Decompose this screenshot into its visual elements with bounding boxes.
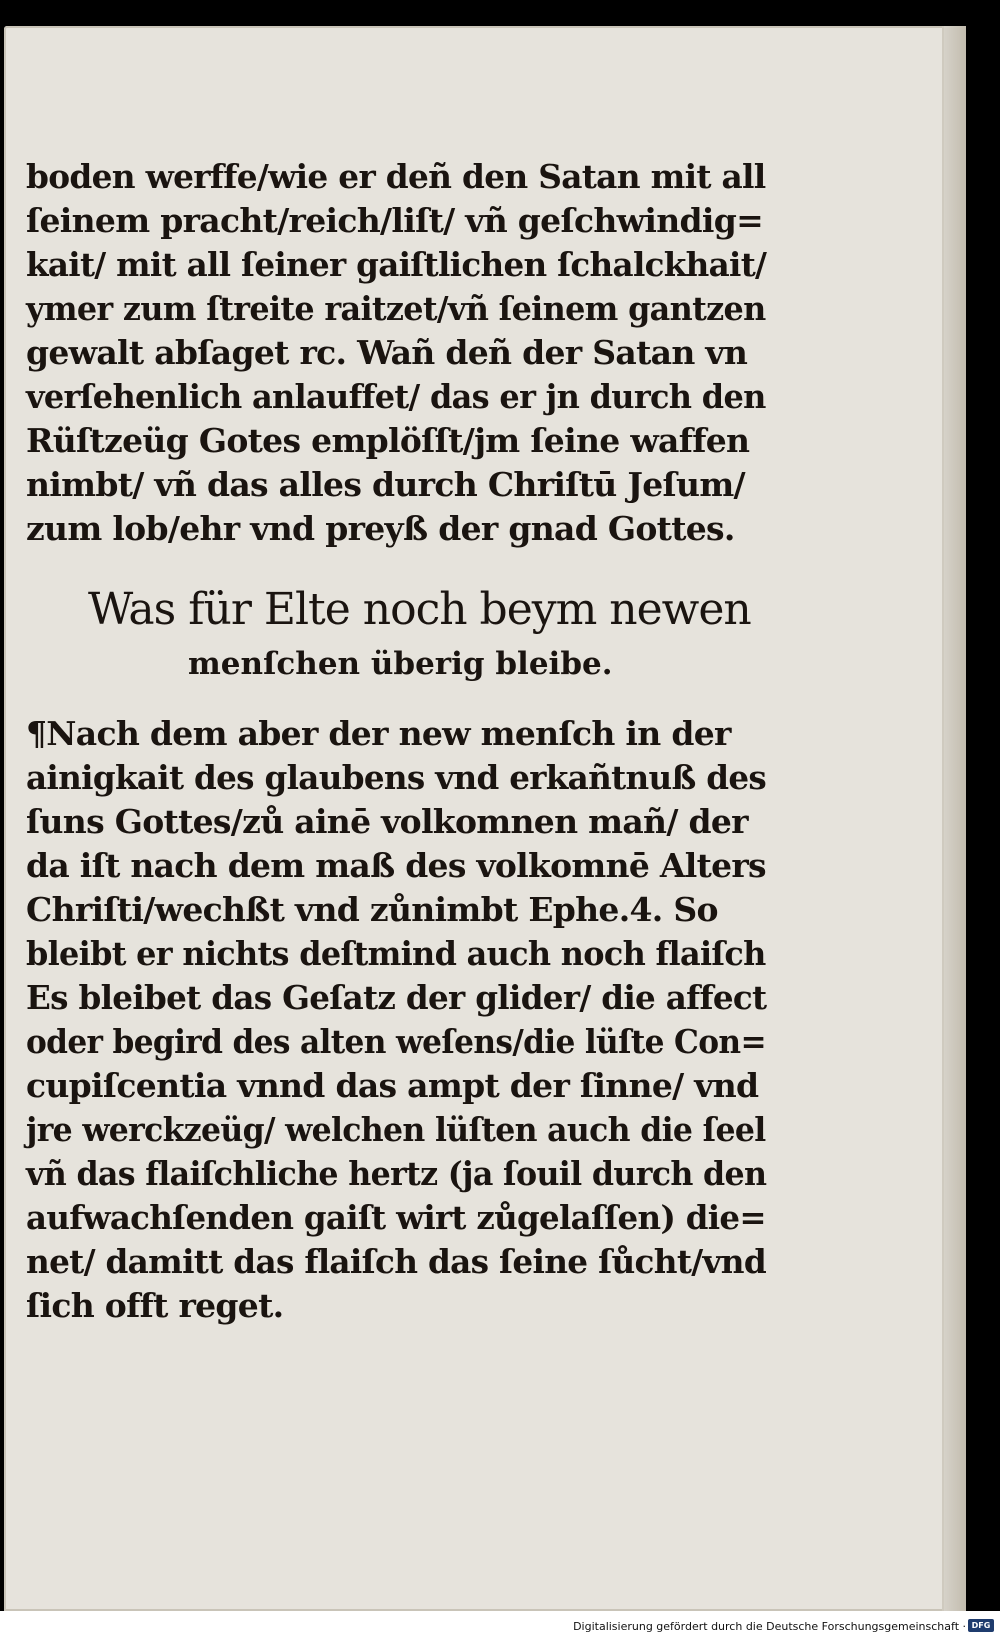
text-line: net/ damitt das flaiſch das ſeine ſůcht/vnd	[26, 1242, 767, 1281]
text-line: ſeinem pracht/reich/liſt/ vñ geſchwindig=	[26, 201, 764, 240]
text-line: ¶Nach dem aber der new menſch in der	[26, 714, 731, 753]
text-line: ainigkait des glaubens vnd erkañtnuß des	[26, 758, 767, 797]
text-line: ſuns Gottes/zů ainē volkomnen mañ/ der	[26, 802, 748, 841]
text-line: cupiſcentia vnnd das ampt der ſinne/ vnd	[26, 1066, 759, 1105]
text-line: vñ das flaiſchliche hertz (ja ſouil durch den	[26, 1154, 767, 1193]
text-line: ſich offt reget.	[26, 1286, 284, 1325]
dfg-logo: DFG	[968, 1619, 994, 1632]
text-line: verſehenlich anlauffet/ das er jn durch den	[26, 377, 766, 416]
text-line: Rüſtzeüg Gotes emplöſſt/jm ſeine waffen	[26, 421, 750, 460]
text-line: Es bleibet das Geſatz der glider/ die affect	[26, 978, 767, 1017]
text-line: ymer zum ſtreite raitzet/vñ ſeinem gantzen	[26, 289, 766, 328]
text-line: jre werckzeüg/ welchen lüſten auch die ſeel	[26, 1110, 766, 1149]
text-line: oder begird des alten weſens/die lüſte Con=	[26, 1022, 766, 1061]
text-line: bleibt er nichts deſtmind auch noch flaiſch	[26, 934, 766, 973]
text-line: zum lob/ehr vnd preyß der gnad Gottes.	[26, 509, 735, 548]
section-heading: Was für Elte noch beym newen	[88, 584, 751, 635]
page-edge	[942, 26, 966, 1611]
text-line: da iſt nach dem maß des volkomnē Alters	[26, 846, 766, 885]
text-line: kait/ mit all ſeiner gaiſtlichen ſchalckhait/	[26, 245, 767, 284]
section-subheading: menſchen überig bleibe.	[188, 646, 613, 682]
text-line: nimbt/ vñ das alles durch Chriſtū Jeſum/	[26, 465, 745, 504]
dfg-credit: Digitalisierung gefördert durch die Deutsche Forschungsgemeinschaft ·	[573, 1620, 966, 1633]
text-line: gewalt abſaget rc. Wañ deñ der Satan vn	[26, 333, 748, 372]
text-line: aufwachſenden gaiſt wirt zůgelaſſen) die=	[26, 1198, 766, 1237]
text-line: boden werffe/wie er deñ den Satan mit all	[26, 157, 766, 196]
text-line: Chriſti/wechßt vnd zůnimbt Ephe.4. So	[26, 890, 718, 929]
